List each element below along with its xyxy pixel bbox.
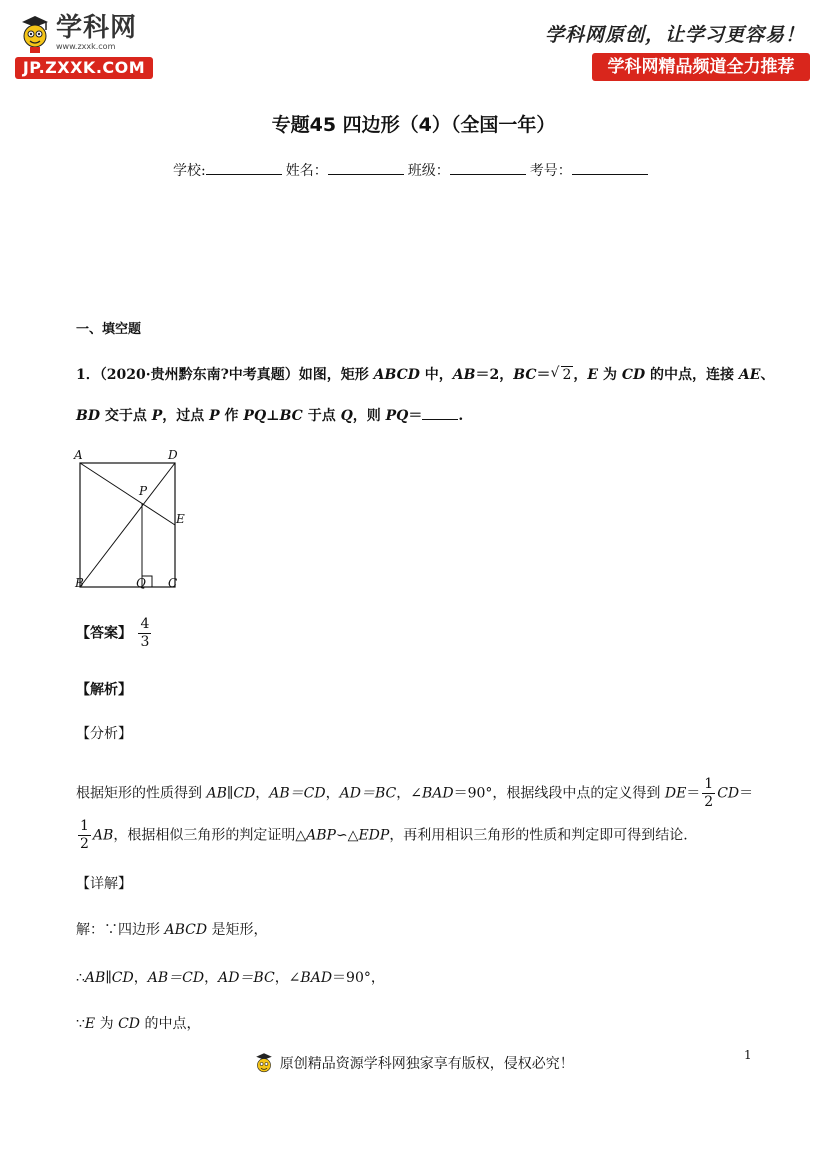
question-number: 1． bbox=[76, 367, 100, 383]
text: ∴ bbox=[76, 970, 85, 986]
channel-badge[interactable]: 学科网精品频道全力推荐 bbox=[592, 53, 810, 81]
var: AD＝BC bbox=[218, 970, 275, 986]
sqrt-expression: √ 2 bbox=[550, 365, 572, 383]
q-text: 、 bbox=[760, 367, 775, 383]
label-b: B bbox=[75, 576, 84, 590]
q-var: P bbox=[151, 408, 163, 424]
school-label: 学校: bbox=[173, 163, 206, 179]
detail-line-3 bbox=[76, 1014, 200, 1034]
fenxi-label: 【分析】 bbox=[76, 726, 132, 742]
q-text: ＝ bbox=[408, 408, 423, 424]
name-blank bbox=[328, 160, 404, 175]
analysis-label: 【解析】 bbox=[76, 682, 132, 698]
var: ABP bbox=[306, 827, 336, 844]
q-text: 于点 bbox=[302, 408, 341, 424]
answer-label: 【答案】 bbox=[76, 625, 132, 642]
page-number: 1 bbox=[744, 1048, 752, 1062]
exam-no-blank bbox=[572, 160, 648, 175]
fraction-denominator: 2 bbox=[80, 836, 89, 852]
answer-blank bbox=[422, 405, 458, 420]
name-label: 姓名： bbox=[285, 163, 328, 179]
var: CD bbox=[717, 785, 740, 802]
class-label: 班级： bbox=[407, 163, 450, 179]
text: ＝ bbox=[739, 785, 754, 802]
q-var: AB bbox=[452, 367, 476, 383]
var: AB∥CD bbox=[84, 970, 134, 986]
segment-bd bbox=[80, 463, 175, 587]
text: ，根据相似三角形的判定证明△ bbox=[113, 827, 307, 844]
text: ＝ bbox=[686, 785, 701, 802]
detail-line-2 bbox=[76, 968, 385, 988]
q-text: 如图，矩形 bbox=[298, 367, 374, 383]
text: ， bbox=[255, 785, 270, 802]
q-var: P bbox=[209, 408, 220, 424]
footer bbox=[0, 1052, 827, 1076]
q-text: ， bbox=[573, 367, 588, 383]
q-var: CD bbox=[621, 367, 646, 383]
question-line-2 bbox=[76, 405, 463, 425]
footer-text: 原创精品资源学科网独家享有版权，侵权必究！ bbox=[279, 1056, 574, 1072]
label-a: A bbox=[74, 448, 83, 462]
half-fraction bbox=[78, 818, 91, 853]
q-text: ，则 bbox=[352, 408, 386, 424]
detail-line-1 bbox=[76, 920, 268, 940]
fraction-denominator: 3 bbox=[140, 634, 150, 650]
answer-row bbox=[76, 616, 153, 651]
label-p: P bbox=[139, 484, 148, 498]
text: ，∠ bbox=[396, 785, 422, 802]
text: ∵ bbox=[76, 1016, 85, 1032]
logo-url: www.zxxk.com bbox=[56, 42, 116, 51]
text: 的中点， bbox=[140, 1016, 201, 1032]
text: 为 bbox=[95, 1016, 119, 1032]
q-text: 为 bbox=[598, 367, 622, 383]
text: ∽△ bbox=[335, 827, 359, 844]
question-source: （2020·贵州黔东南?中考真题） bbox=[99, 367, 299, 383]
q-var: ABCD bbox=[373, 367, 420, 383]
fenxi-line-2 bbox=[76, 818, 688, 853]
var: DE bbox=[664, 785, 687, 802]
answer-fraction bbox=[138, 616, 151, 651]
mascot-footer-icon bbox=[253, 1052, 275, 1076]
fenxi-line-1 bbox=[76, 776, 753, 811]
question-line-1 bbox=[76, 364, 774, 384]
label-c: C bbox=[168, 576, 178, 590]
var: ABCD bbox=[164, 922, 208, 938]
q-text: ＝ bbox=[536, 367, 551, 383]
detail-label: 【详解】 bbox=[76, 876, 132, 892]
q-text: 作 bbox=[219, 408, 244, 424]
var: AB∥CD bbox=[206, 785, 256, 802]
logo-badge[interactable]: JP.ZXXK.COM bbox=[15, 57, 153, 79]
q-var: E bbox=[587, 367, 599, 383]
text: ，∠ bbox=[274, 970, 301, 986]
var: AD＝BC bbox=[339, 785, 397, 802]
logo-name: 学科网 bbox=[56, 13, 138, 43]
q-var: BC bbox=[513, 367, 537, 383]
q-text: ＝2， bbox=[475, 367, 514, 383]
document-title: 专题45 四边形（4）（全国一年） bbox=[271, 114, 556, 136]
q-var: BD bbox=[76, 408, 100, 424]
fraction-numerator: 1 bbox=[704, 776, 714, 792]
exam-no-label: 考号： bbox=[529, 163, 572, 179]
fraction-numerator: 4 bbox=[140, 616, 150, 632]
label-e: E bbox=[176, 512, 185, 526]
q-var: PQ bbox=[385, 408, 409, 424]
label-q: Q bbox=[136, 576, 146, 590]
text: 解：∵四边形 bbox=[76, 922, 165, 938]
geometry-figure bbox=[72, 444, 192, 594]
text: 根据矩形的性质得到 bbox=[76, 785, 207, 802]
var: AB bbox=[92, 827, 114, 844]
q-var: Q bbox=[340, 408, 353, 424]
q-text: ，过点 bbox=[162, 408, 210, 424]
q-var: AE bbox=[738, 367, 761, 383]
text: ＝90°， bbox=[332, 970, 385, 986]
q-text: 交于点 bbox=[99, 408, 152, 424]
var: BAD bbox=[300, 970, 333, 986]
segment-ae bbox=[80, 463, 175, 525]
text: ， bbox=[133, 970, 148, 986]
text: ， bbox=[204, 970, 219, 986]
q-var: PQ⊥BC bbox=[243, 408, 303, 424]
half-fraction bbox=[702, 776, 715, 811]
text: 是矩形， bbox=[207, 922, 268, 938]
text: ， bbox=[325, 785, 340, 802]
sqrt-radicand: 2 bbox=[562, 367, 572, 383]
mascot-logo-icon bbox=[18, 14, 52, 54]
fraction-denominator: 2 bbox=[704, 794, 714, 810]
var: CD bbox=[118, 1016, 140, 1032]
section-heading: 一、填空题 bbox=[76, 322, 142, 337]
slogan: 学科网原创，让学习更容易！ bbox=[544, 24, 805, 46]
var: AB＝CD bbox=[147, 970, 205, 986]
var: BAD bbox=[421, 785, 454, 802]
var: EDP bbox=[358, 827, 390, 844]
student-info-row bbox=[173, 160, 652, 180]
q-text: 的中点，连接 bbox=[645, 367, 739, 383]
fraction-numerator: 1 bbox=[80, 818, 89, 834]
var: AB＝CD bbox=[269, 785, 326, 802]
class-blank bbox=[450, 160, 526, 175]
label-d: D bbox=[168, 448, 178, 462]
var: E bbox=[84, 1016, 96, 1032]
text: ，再利用相识三角形的性质和判定即可得到结论. bbox=[389, 827, 688, 844]
school-blank bbox=[206, 160, 282, 175]
text: ＝90°，根据线段中点的定义得到 bbox=[453, 785, 665, 802]
q-text: . bbox=[458, 408, 464, 424]
q-text: 中， bbox=[419, 367, 453, 383]
